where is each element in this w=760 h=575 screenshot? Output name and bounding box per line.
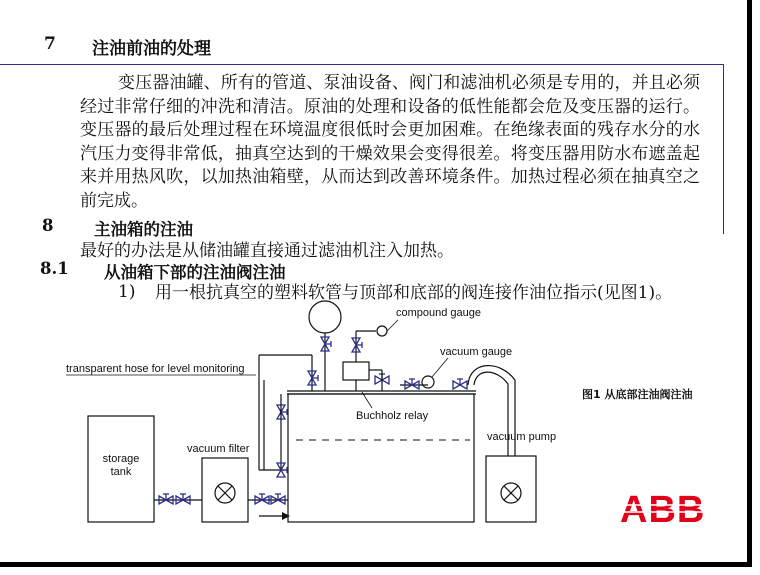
abb-logo	[616, 489, 716, 531]
buchholz-relay	[343, 320, 429, 422]
list-item-number: 1)	[118, 282, 136, 302]
vacuum-gauge-label: vacuum gauge	[440, 346, 513, 358]
storage-valve-1	[159, 494, 173, 504]
subsection-number: 8	[42, 216, 54, 235]
pump-line-valve	[453, 379, 467, 389]
vacuum-pump	[486, 431, 556, 522]
transparent-hose-label: transparent hose for level monitoring	[66, 363, 245, 375]
storage-valve-2	[176, 494, 190, 504]
subsection-title: 主油箱的注油	[94, 220, 193, 239]
compound-gauge-label: compound gauge	[396, 307, 482, 319]
storage-tank-label-2: tank	[110, 466, 132, 478]
buchholz-relay-label: Buchholz relay	[356, 410, 429, 422]
vacuum-filter	[187, 443, 250, 522]
gauge-valve	[405, 379, 419, 389]
inlet-valve	[271, 494, 285, 504]
conservator-valve	[321, 337, 331, 351]
section-title: 注油前油的处理	[92, 39, 211, 59]
storage-tank	[88, 416, 154, 522]
vacuum-gauge	[400, 346, 512, 389]
body-paragraph: 变压器油罐、所有的管道、泵油设备、阀门和滤油机必须是专用的，并且必须经过非常仔细的冲洗和清洁。原油的处理和设备的低性能都会危及变压器的运行。变压器的最后处理过程在环境温度很低时会更加困难。在绝缘表面的残存水分的水汽压力变得非常低，抽真空达到的干燥效果会变得很差。将变压器用防水布遮盖起来并用热风吹，以加热油箱壁，从而达到改善环境条件。加热过程必须在抽真空之前完成。	[80, 73, 700, 211]
hose-top-valve	[308, 371, 318, 385]
subsubsection-title: 从油箱下部的注油阀注油	[104, 263, 286, 282]
flow-arrow-icon	[282, 512, 290, 520]
vacuum-filter-label: vacuum filter	[187, 443, 250, 455]
subsection-text: 最好的办法是从储油罐直接通过滤油机注入加热。	[80, 241, 454, 261]
hose-mid-valve	[277, 405, 287, 419]
subsubsection-number: 8.1	[40, 259, 69, 278]
vacuum-pump-label: vacuum pump	[487, 431, 557, 443]
relay-valve	[352, 338, 362, 352]
storage-tank-label-1: storage	[102, 453, 140, 465]
figure-caption: 图1 从底部注油阀注油	[582, 388, 693, 401]
list-item-text: 用一根抗真空的塑料软管与顶部和底部的阀连接作油位指示(见图1)。	[155, 283, 673, 303]
filter-valve	[255, 494, 269, 504]
abb-logo-text: ABB	[620, 489, 706, 531]
section-number: 7	[44, 34, 56, 54]
